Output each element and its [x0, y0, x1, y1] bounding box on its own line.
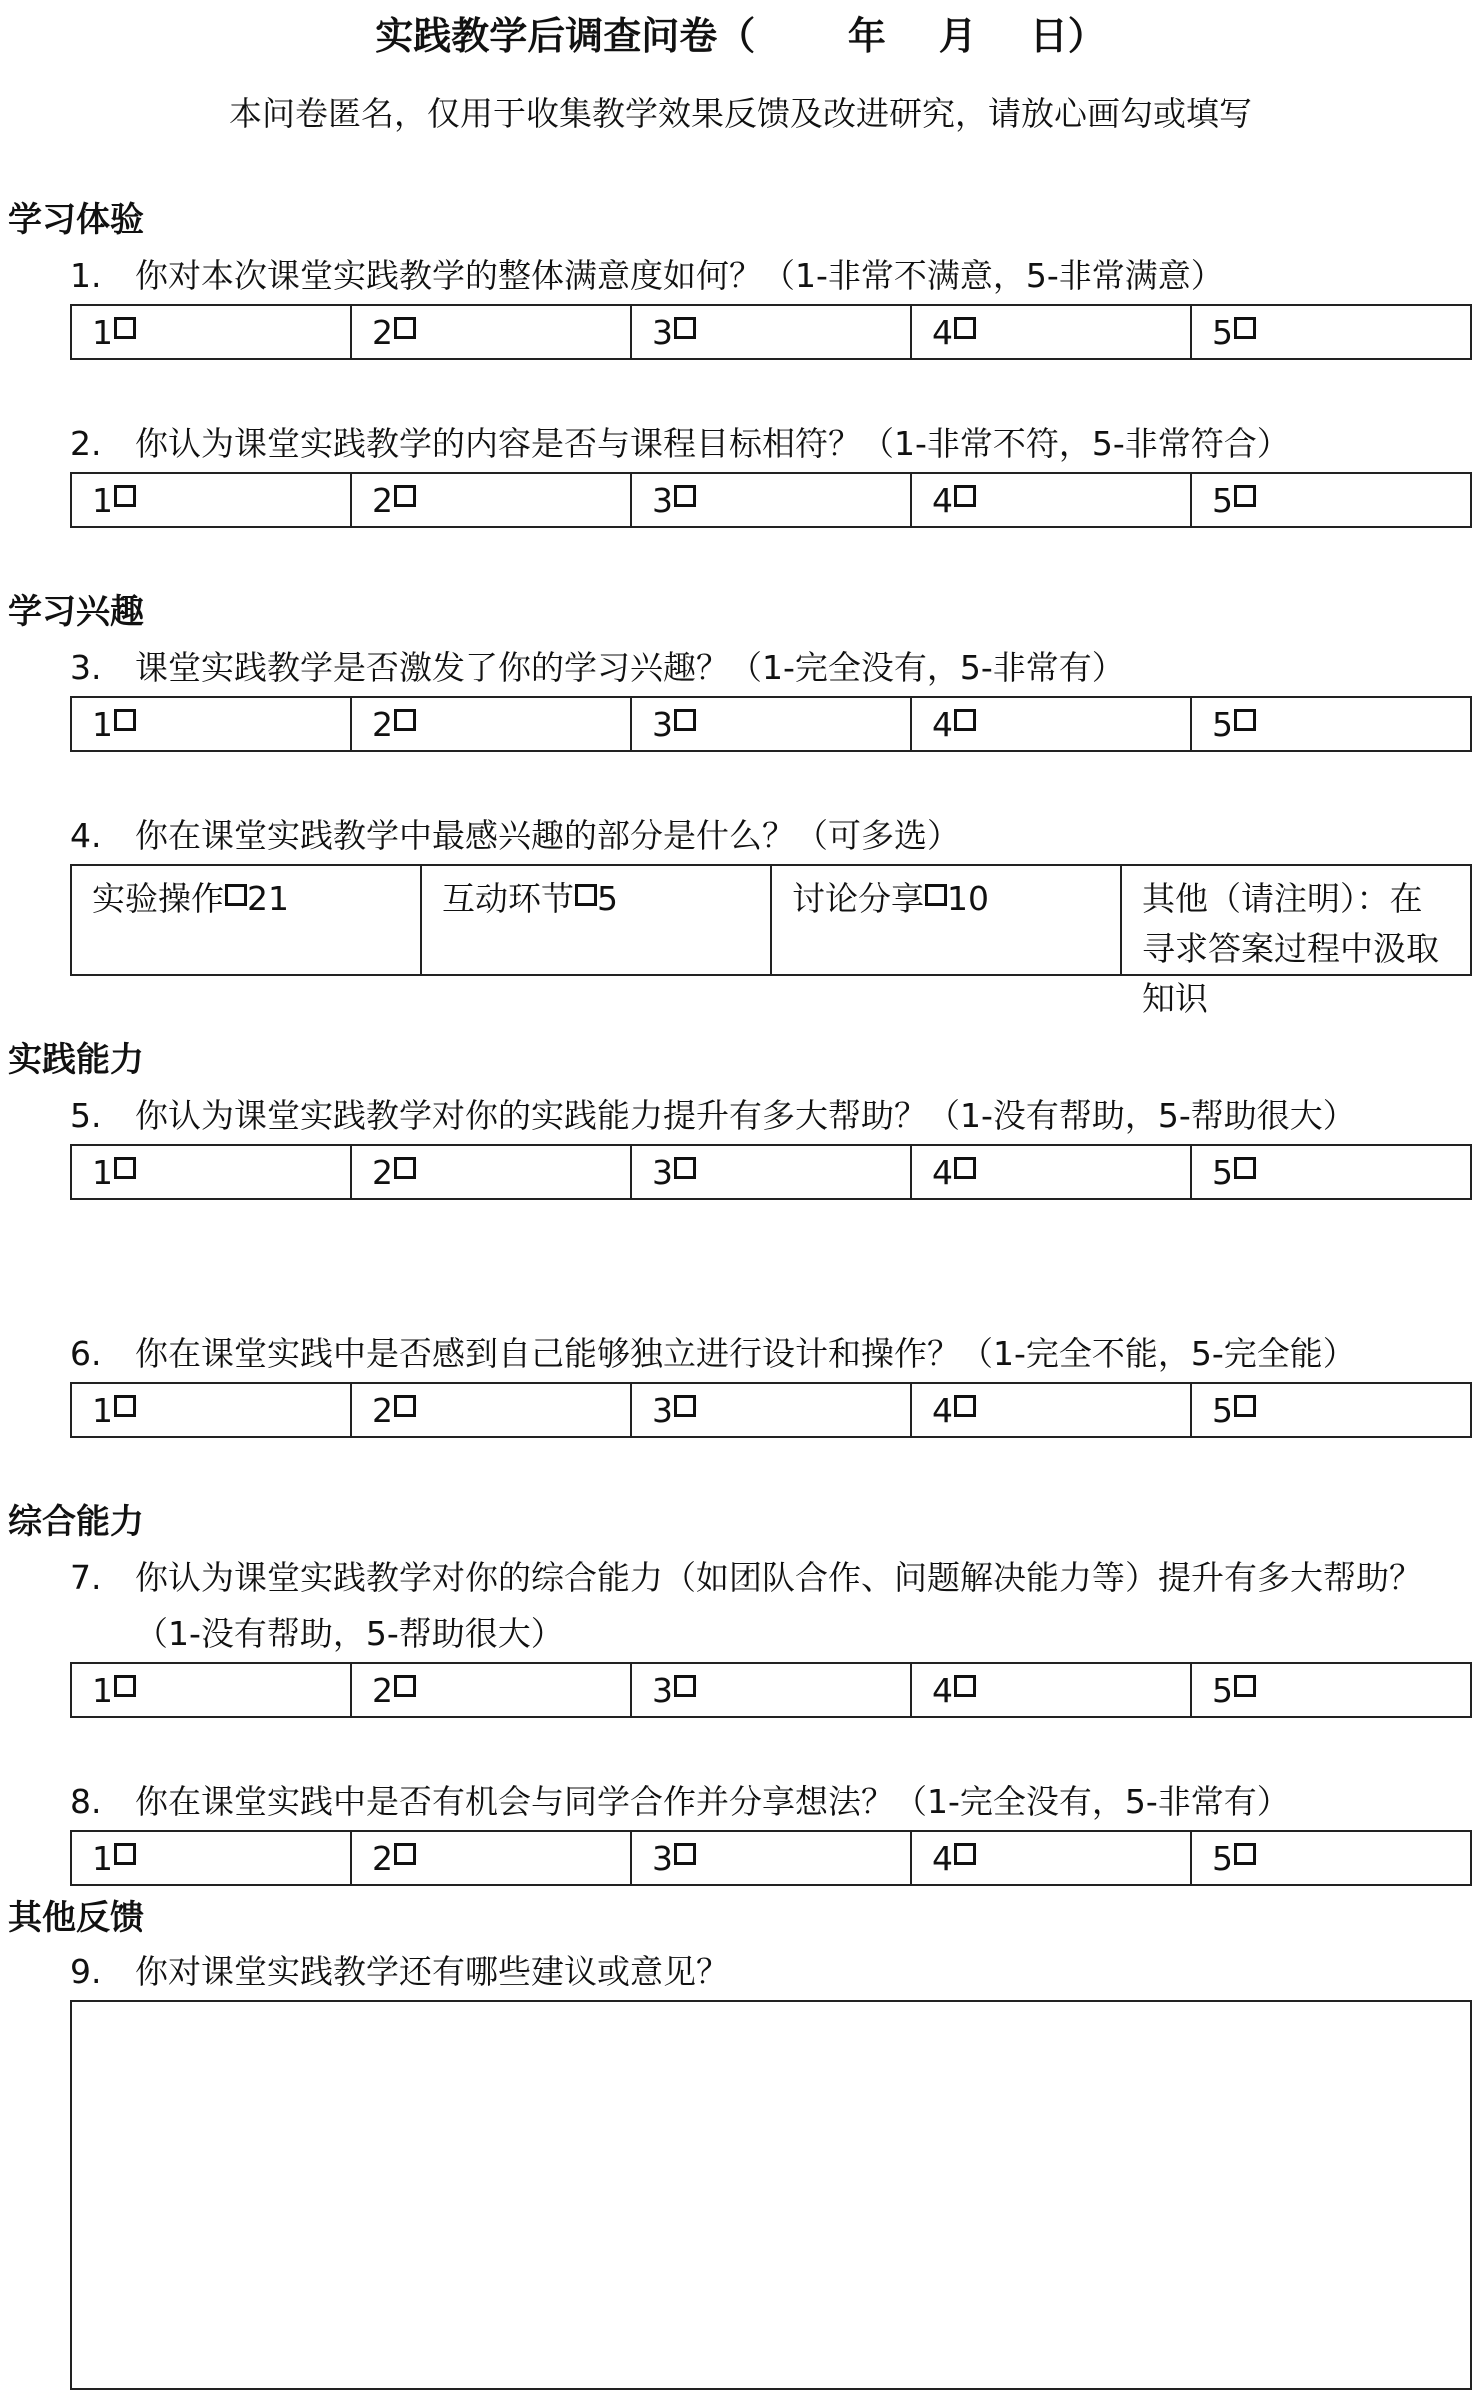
rating-scale-q8 [70, 1830, 1472, 1886]
checkbox-icon[interactable] [674, 1157, 696, 1179]
question-text: 你认为课堂实践教学对你的综合能力（如团队合作、问题解决能力等）提升有多大帮助？（1-没有帮助，5-帮助很大） [135, 1558, 1422, 1653]
checkbox-icon[interactable] [114, 709, 136, 731]
rating-value: 4 [932, 1838, 953, 1878]
rating-option[interactable] [352, 698, 632, 750]
rating-value: 5 [1212, 312, 1233, 352]
checkbox-icon[interactable] [674, 485, 696, 507]
question-9 [70, 1944, 1480, 2000]
rating-option[interactable] [352, 1664, 632, 1716]
rating-value: 5 [1212, 1390, 1233, 1430]
rating-scale-q1 [70, 304, 1472, 360]
rating-value: 2 [372, 1670, 393, 1710]
section-other-feedback: 其他反馈 [8, 1898, 144, 1938]
rating-option[interactable] [1192, 474, 1470, 526]
question-number: 7. [70, 1558, 102, 1597]
checkbox-icon[interactable] [114, 1157, 136, 1179]
question-1 [70, 248, 1480, 304]
rating-value: 5 [1212, 704, 1233, 744]
option-label: 讨论分享 [792, 879, 924, 918]
comment-textarea[interactable] [70, 2000, 1472, 2390]
rating-value: 1 [92, 1670, 113, 1710]
question-2 [70, 416, 1480, 472]
question-text: 你认为课堂实践教学的内容是否与课程目标相符？（1-非常不符，5-非常符合） [135, 424, 1290, 463]
rating-option[interactable] [1192, 1664, 1470, 1716]
rating-value: 1 [92, 704, 113, 744]
rating-value: 1 [92, 312, 113, 352]
rating-option[interactable] [632, 698, 912, 750]
checkbox-icon[interactable] [1234, 1157, 1256, 1179]
checkbox-icon[interactable] [394, 485, 416, 507]
rating-option[interactable] [352, 306, 632, 358]
question-number: 3. [70, 648, 102, 687]
rating-option[interactable] [72, 1146, 352, 1198]
rating-option[interactable] [632, 1384, 912, 1436]
rating-value: 1 [92, 480, 113, 520]
rating-value: 2 [372, 312, 393, 352]
rating-value: 1 [92, 1152, 113, 1192]
question-number: 9. [70, 1952, 102, 1991]
rating-value: 2 [372, 1390, 393, 1430]
rating-option[interactable] [912, 306, 1192, 358]
rating-option[interactable] [72, 1384, 352, 1436]
rating-option[interactable] [1192, 1146, 1470, 1198]
rating-value: 5 [1212, 480, 1233, 520]
checkbox-icon[interactable] [394, 709, 416, 731]
checkbox-icon[interactable] [394, 1157, 416, 1179]
rating-option[interactable] [632, 474, 912, 526]
checkbox-icon[interactable] [954, 1395, 976, 1417]
checkbox-icon[interactable] [674, 317, 696, 339]
question-text: 你在课堂实践中是否有机会与同学合作并分享想法？（1-完全没有，5-非常有） [135, 1782, 1290, 1821]
rating-option[interactable] [352, 1384, 632, 1436]
checkbox-icon[interactable] [1234, 1675, 1256, 1697]
question-number: 4. [70, 816, 102, 855]
question-8 [70, 1774, 1480, 1830]
question-3 [70, 640, 1480, 696]
rating-option[interactable] [352, 474, 632, 526]
option-other[interactable] [1122, 866, 1470, 1018]
rating-option[interactable] [912, 1832, 1192, 1884]
rating-value: 3 [652, 480, 673, 520]
section-learning-interest: 学习兴趣 [8, 592, 144, 632]
checkbox-icon[interactable] [394, 317, 416, 339]
rating-value: 4 [932, 480, 953, 520]
checkbox-icon[interactable] [394, 1675, 416, 1697]
rating-option[interactable] [912, 1384, 1192, 1436]
rating-value: 2 [372, 1152, 393, 1192]
rating-option[interactable] [912, 474, 1192, 526]
rating-option[interactable] [352, 1146, 632, 1198]
checkbox-icon[interactable] [674, 1675, 696, 1697]
rating-scale-q2 [70, 472, 1472, 528]
rating-option[interactable] [632, 1832, 912, 1884]
question-text: 你对本次课堂实践教学的整体满意度如何？（1-非常不满意，5-非常满意） [135, 256, 1224, 295]
checkbox-icon[interactable] [954, 1675, 976, 1697]
rating-value: 5 [1212, 1838, 1233, 1878]
checkbox-icon[interactable] [114, 485, 136, 507]
checkbox-icon[interactable] [954, 485, 976, 507]
rating-value: 4 [932, 1670, 953, 1710]
checkbox-icon[interactable] [394, 1395, 416, 1417]
question-text: 你在课堂实践教学中最感兴趣的部分是什么？（可多选） [135, 816, 960, 855]
rating-option[interactable] [1192, 306, 1470, 358]
rating-value: 5 [1212, 1152, 1233, 1192]
rating-value: 2 [372, 480, 393, 520]
question-number: 6. [70, 1334, 102, 1373]
rating-option[interactable] [1192, 698, 1470, 750]
rating-value: 1 [92, 1390, 113, 1430]
rating-option[interactable] [72, 1664, 352, 1716]
checkbox-icon[interactable] [114, 1843, 136, 1865]
section-comprehensive-ability: 综合能力 [8, 1502, 144, 1542]
rating-option[interactable] [912, 698, 1192, 750]
rating-scale-q5 [70, 1144, 1472, 1200]
rating-value: 4 [932, 1152, 953, 1192]
rating-value: 3 [652, 312, 673, 352]
option-interaction[interactable] [422, 866, 772, 974]
rating-value: 5 [1212, 1670, 1233, 1710]
question-5 [70, 1088, 1480, 1144]
rating-value: 2 [372, 704, 393, 744]
rating-option[interactable] [72, 1832, 352, 1884]
option-discussion[interactable] [772, 866, 1122, 974]
checkbox-icon[interactable] [114, 1675, 136, 1697]
rating-option[interactable] [632, 1664, 912, 1716]
checkbox-icon[interactable] [954, 1157, 976, 1179]
checkbox-icon[interactable] [1234, 317, 1256, 339]
question-text: 你在课堂实践中是否感到自己能够独立进行设计和操作？（1-完全不能，5-完全能） [135, 1334, 1356, 1373]
option-label: 互动环节 [442, 879, 574, 918]
rating-option[interactable] [632, 306, 912, 358]
rating-option[interactable] [72, 474, 352, 526]
rating-value: 4 [932, 704, 953, 744]
rating-value: 3 [652, 1152, 673, 1192]
option-label: 实验操作 [92, 879, 224, 918]
question-7 [70, 1550, 1480, 1662]
option-count: 10 [947, 879, 989, 918]
question-text: 你对课堂实践教学还有哪些建议或意见？ [135, 1952, 729, 1991]
rating-option[interactable] [1192, 1384, 1470, 1436]
rating-scale-q7 [70, 1662, 1472, 1718]
question-number: 8. [70, 1782, 102, 1821]
question-text: 你认为课堂实践教学对你的实践能力提升有多大帮助？（1-没有帮助，5-帮助很大） [135, 1096, 1356, 1135]
checkbox-icon[interactable] [225, 884, 247, 906]
question-number: 2. [70, 424, 102, 463]
question-text: 课堂实践教学是否激发了你的学习兴趣？（1-完全没有，5-非常有） [135, 648, 1125, 687]
rating-value: 4 [932, 1390, 953, 1430]
checkbox-icon[interactable] [394, 1843, 416, 1865]
checkbox-icon[interactable] [114, 317, 136, 339]
checkbox-icon[interactable] [114, 1395, 136, 1417]
rating-value: 2 [372, 1838, 393, 1878]
multi-select-q4 [70, 864, 1472, 1018]
page-title: 实践教学后调查问卷（ 年 月 日） [375, 13, 1106, 58]
checkbox-icon[interactable] [954, 317, 976, 339]
rating-option[interactable] [352, 1832, 632, 1884]
rating-option[interactable] [72, 698, 352, 750]
rating-scale-q3 [70, 696, 1472, 752]
rating-scale-q6 [70, 1382, 1472, 1438]
checkbox-icon[interactable] [1234, 1395, 1256, 1417]
rating-option[interactable] [632, 1146, 912, 1198]
question-number: 1. [70, 256, 102, 295]
rating-value: 3 [652, 1670, 673, 1710]
checkbox-icon[interactable] [1234, 1843, 1256, 1865]
rating-option[interactable] [72, 306, 352, 358]
rating-option[interactable] [1192, 1832, 1470, 1884]
checkbox-icon[interactable] [954, 1843, 976, 1865]
checkbox-icon[interactable] [674, 1843, 696, 1865]
rating-value: 3 [652, 1390, 673, 1430]
rating-option[interactable] [912, 1664, 1192, 1716]
checkbox-icon[interactable] [1234, 485, 1256, 507]
option-other-text: 其他（请注明）：在寻求答案过程中汲取知识 [1142, 879, 1439, 1018]
question-4 [70, 808, 1480, 864]
checkbox-icon[interactable] [925, 884, 947, 906]
rating-option[interactable] [912, 1146, 1192, 1198]
option-count: 5 [597, 879, 618, 918]
section-practical-ability: 实践能力 [8, 1040, 144, 1080]
rating-value: 3 [652, 1838, 673, 1878]
option-count: 21 [247, 879, 289, 918]
page-subtitle: 本问卷匿名，仅用于收集教学效果反馈及改进研究，请放心画勾或填写 [229, 93, 1252, 133]
checkbox-icon[interactable] [1234, 709, 1256, 731]
checkbox-icon[interactable] [674, 709, 696, 731]
question-number: 5. [70, 1096, 102, 1135]
option-experiment[interactable] [72, 866, 422, 974]
question-6 [70, 1326, 1480, 1382]
checkbox-icon[interactable] [575, 884, 597, 906]
checkbox-icon[interactable] [954, 709, 976, 731]
rating-value: 3 [652, 704, 673, 744]
rating-value: 4 [932, 312, 953, 352]
section-learning-experience: 学习体验 [8, 200, 144, 240]
rating-value: 1 [92, 1838, 113, 1878]
checkbox-icon[interactable] [674, 1395, 696, 1417]
